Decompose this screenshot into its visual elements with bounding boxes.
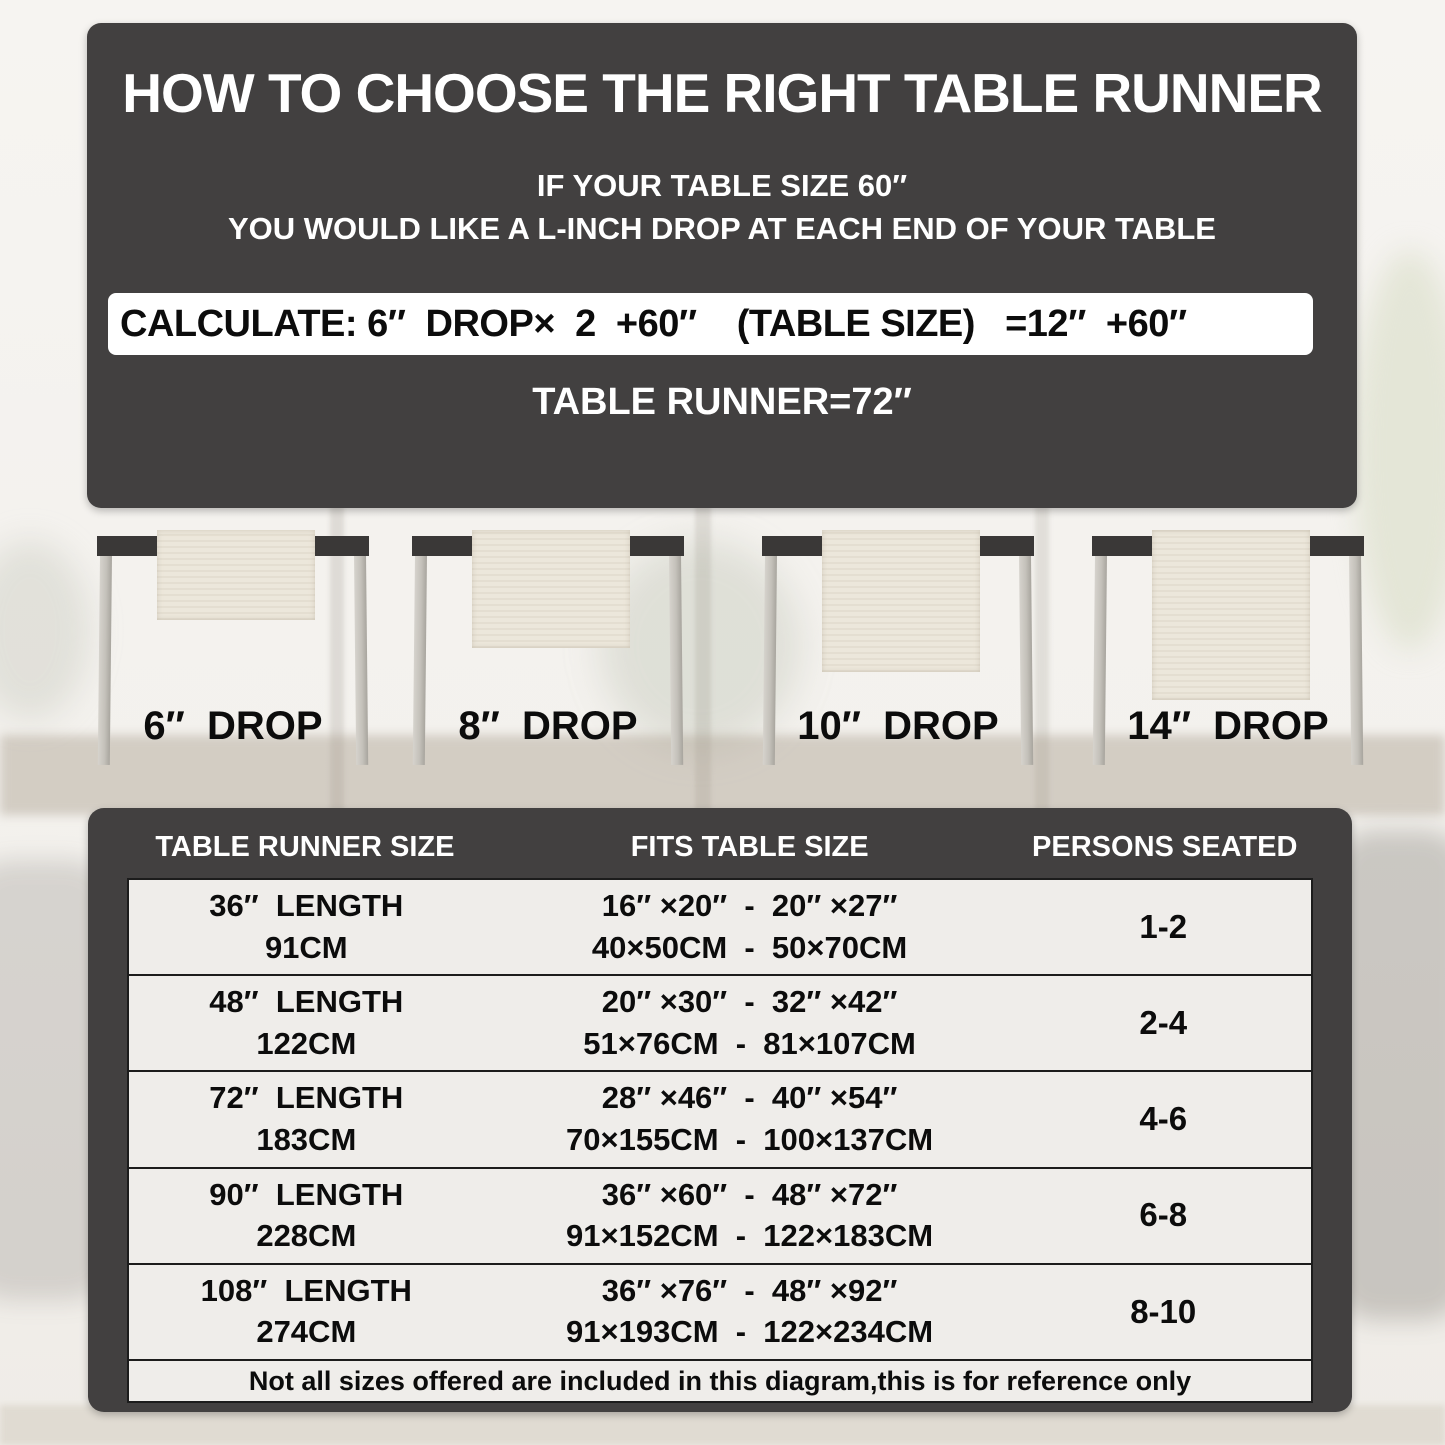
background-plant (0, 540, 90, 720)
persons-seated: 2-4 (1139, 1003, 1188, 1041)
drop-diagram-14 (1092, 536, 1364, 771)
fits-range-inches: 36″ ×76″ - 48″ ×92″ (601, 1272, 898, 1308)
drop-label: 14″ DROP (1127, 704, 1329, 748)
background-window-frame (1035, 490, 1049, 820)
runner-length-inches: 108″ LENGTH (200, 1272, 412, 1308)
fits-range-inches: 36″ ×60″ - 48″ ×72″ (601, 1176, 898, 1212)
runner-length-cm: 122CM (256, 1025, 357, 1061)
drop-label: 10″ DROP (797, 704, 999, 748)
drop-label: 6″ DROP (143, 704, 323, 748)
fits-range-cm: 70×155CM - 100×137CM (566, 1122, 934, 1157)
runner-size-cell (129, 880, 484, 974)
drop-diagram-6 (97, 536, 369, 771)
runner-drape (472, 530, 630, 648)
column-header-persons: PERSONS SEATED (1032, 830, 1298, 863)
persons-seated: 8-10 (1130, 1292, 1197, 1330)
header-panel (87, 23, 1357, 508)
fits-range-cm: 51×76CM - 81×107CM (583, 1025, 916, 1061)
runner-drape (157, 530, 315, 620)
runner-size-cell (129, 976, 484, 1070)
fits-size-cell (484, 880, 1016, 974)
result-text: TABLE RUNNER=72″ (532, 381, 912, 423)
runner-drape (1152, 530, 1310, 700)
drop-diagram-8 (412, 536, 684, 771)
persons-cell (1015, 880, 1311, 974)
fits-size-cell (484, 1072, 1016, 1166)
runner-length-inches: 90″ LENGTH (209, 1176, 404, 1212)
formula-banner (108, 293, 1313, 355)
table-row (129, 976, 1311, 1072)
drop-label: 8″ DROP (458, 704, 638, 748)
runner-length-cm: 183CM (256, 1122, 357, 1157)
runner-length-cm: 228CM (256, 1218, 357, 1254)
fits-range-cm: 91×193CM - 122×234CM (566, 1314, 934, 1350)
runner-length-cm: 91CM (264, 929, 348, 965)
runner-drape (822, 530, 980, 672)
background-plant (1355, 250, 1445, 650)
runner-length-inches: 48″ LENGTH (209, 984, 404, 1020)
size-table-panel (88, 808, 1352, 1412)
size-table-body (127, 878, 1313, 1403)
runner-size-cell (129, 1265, 484, 1359)
runner-size-cell (129, 1169, 484, 1263)
runner-size-cell (129, 1072, 484, 1166)
table-row (129, 1265, 1311, 1361)
note-row (129, 1361, 1311, 1401)
runner-length-inches: 36″ LENGTH (209, 888, 404, 924)
persons-seated: 1-2 (1139, 907, 1188, 945)
fits-range-inches: 20″ ×30″ - 32″ ×42″ (601, 984, 898, 1020)
persons-cell (1015, 976, 1311, 1070)
page-title: HOW TO CHOOSE THE RIGHT TABLE RUNNER (122, 62, 1322, 124)
size-table-header (127, 824, 1313, 870)
runner-length-cm: 274CM (256, 1314, 357, 1350)
table-row (129, 880, 1311, 976)
background-window-frame (695, 490, 711, 820)
column-header-runner-size: TABLE RUNNER SIZE (155, 830, 455, 863)
runner-length-inches: 72″ LENGTH (209, 1080, 404, 1116)
persons-seated: 6-8 (1139, 1196, 1188, 1234)
subtitle-line-1: IF YOUR TABLE SIZE 60″ (536, 168, 908, 203)
persons-cell (1015, 1265, 1311, 1359)
drop-diagram-10 (762, 536, 1034, 771)
fits-range-cm: 40×50CM - 50×70CM (591, 929, 908, 965)
note-text: Not all sizes offered are included in this diagram,this is for reference only (248, 1365, 1192, 1396)
fits-range-inches: 28″ ×46″ - 40″ ×54″ (601, 1080, 898, 1116)
persons-seated: 4-6 (1139, 1100, 1188, 1138)
table-row (129, 1169, 1311, 1265)
fits-size-cell (484, 976, 1016, 1070)
fits-range-cm: 91×152CM - 122×183CM (566, 1218, 934, 1254)
column-header-fits-size: FITS TABLE SIZE (630, 830, 869, 863)
persons-cell (1015, 1072, 1311, 1166)
persons-cell (1015, 1169, 1311, 1263)
formula-text: CALCULATE: 6″ DROP× 2 +60″ (TABLE SIZE) =12″ +60″ (120, 302, 1187, 345)
fits-range-inches: 16″ ×20″ - 20″ ×27″ (601, 888, 898, 924)
fits-size-cell (484, 1265, 1016, 1359)
subtitle-line-2: YOU WOULD LIKE A L-INCH DROP AT EACH END OF YOUR TABLE (228, 211, 1216, 246)
fits-size-cell (484, 1169, 1016, 1263)
table-row (129, 1072, 1311, 1168)
